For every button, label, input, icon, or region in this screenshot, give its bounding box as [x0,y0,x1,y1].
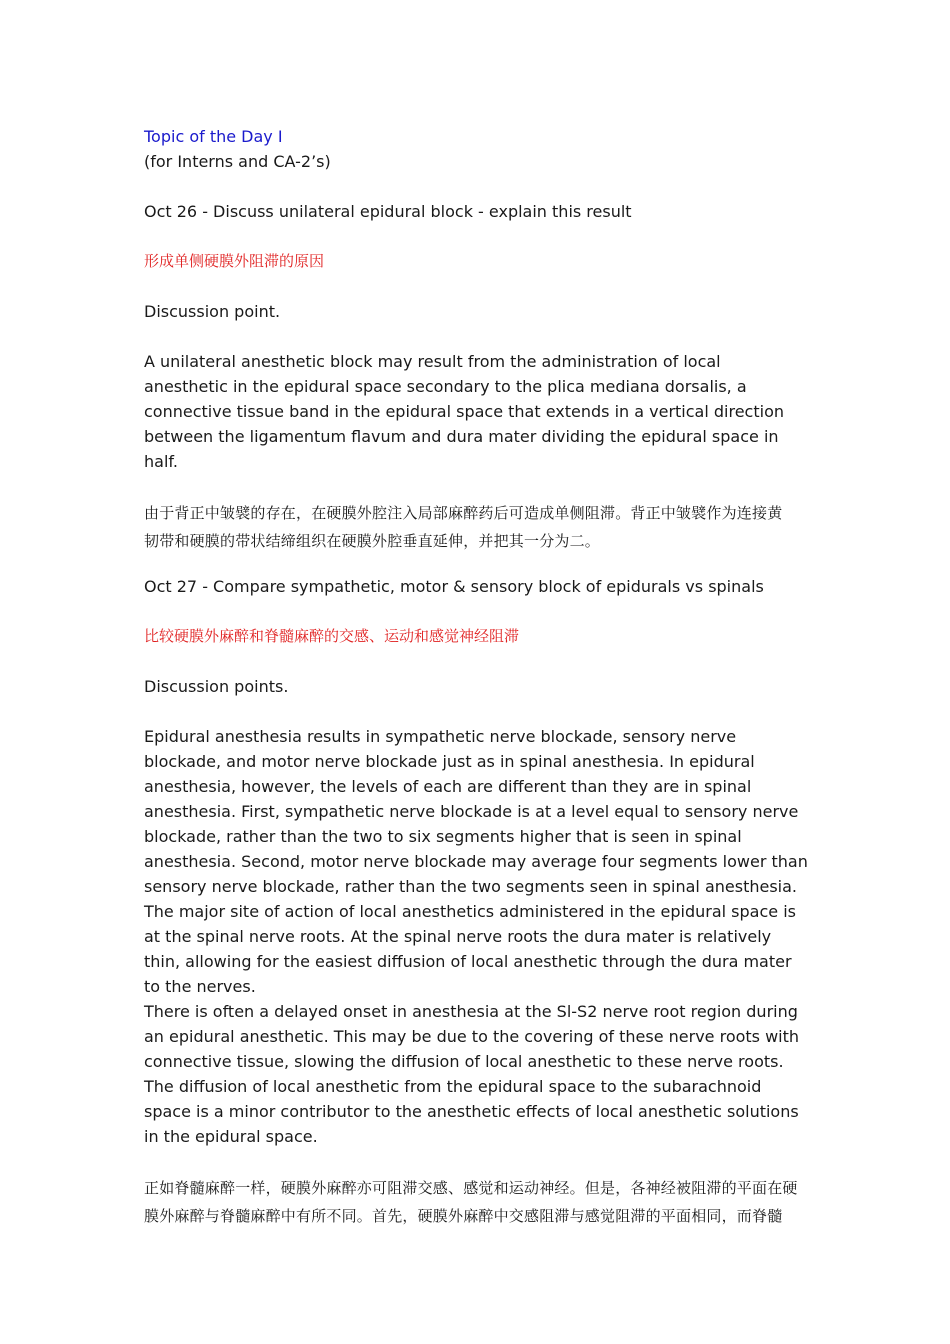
body-line: sensory nerve blockade, rather than the two segments seen in spinal anesthesia. [144,877,798,896]
spacer [144,1149,814,1174]
body-line: Epidural anesthesia results in sympathetic nerve blockade, sensory nerve [144,727,737,746]
body-line-cn: 由于背正中皱襞的存在，在硬膜外腔注入局部麻醉药后可造成单侧阻滞。背正中皱襞作为连接黄 [144,504,783,522]
body-line: There is often a delayed onset in anesthesia at the Sl-S2 nerve root region during [144,1002,798,1021]
body-line: blockade, and motor nerve blockade just as in spinal anesthesia. In epidural [144,752,755,771]
body-line: The major site of action of local anesthetics administered in the epidural space is [144,902,796,921]
discussion-label: Discussion points. [144,677,289,696]
body-line-cn: 韧带和硬膜的带状结缔组织在硬膜外腔垂直延伸，并把其一分为二。 [144,532,601,550]
spacer [144,174,814,199]
document-subtitle: (for Interns and CA-2’s) [144,152,331,171]
body-line: anesthesia, however, the levels of each are different than they are in spinal [144,777,752,796]
body-line: space is a minor contributor to the anesthetic effects of local anesthetic solutions [144,1102,799,1121]
body-paragraph [144,724,814,1149]
body-line: an epidural anesthetic. This may be due to the covering of these nerve roots with [144,1027,800,1046]
spacer [144,474,814,499]
body-line: in the epidural space. [144,1127,318,1146]
spacer [144,274,814,299]
body-line: blockade, rather than the two to six segments higher that is seen in spinal [144,827,742,846]
body-line: connective tissue, slowing the diffusion of local anesthetic to these nerve roots. [144,1052,784,1071]
body-line: thin, allowing for the easiest diffusion of local anesthetic through the dura mater [144,952,792,971]
body-line: anesthesia. First, sympathetic nerve blockade is at a level equal to sensory nerve [144,802,799,821]
document-title: Topic of the Day I [144,127,283,146]
spacer [144,699,814,724]
section-heading-cn: 比较硬膜外麻醉和脊髓麻醉的交感、运动和感觉神经阻滞 [144,627,520,645]
body-line-cn: 正如脊髓麻醉一样，硬膜外麻醉亦可阻滞交感、感觉和运动神经。但是，各神经被阻滞的平面在硬 [144,1179,798,1197]
body-line: between the ligamentum flavum and dura mater dividing the epidural space in [144,427,779,446]
spacer [144,649,814,674]
body-paragraph-cn [144,1174,814,1230]
body-line: anesthesia. Second, motor nerve blockade may average four segments lower than [144,852,808,871]
body-line: half. [144,452,178,471]
body-line: A unilateral anesthetic block may result from the administration of local [144,352,721,371]
body-line: connective tissue band in the epidural space that extends in a vertical direction [144,402,784,421]
body-line: anesthetic in the epidural space secondary to the plica mediana dorsalis, a [144,377,747,396]
spacer [144,224,814,249]
section-heading: Oct 27 - Compare sympathetic, motor & sensory block of epidurals vs spinals [144,577,764,596]
spacer [144,555,814,574]
body-paragraph-cn [144,499,814,555]
spacer [144,599,814,624]
body-line: at the spinal nerve roots. At the spinal nerve roots the dura mater is relatively [144,927,772,946]
spacer [144,324,814,349]
body-line: to the nerves. [144,977,256,996]
body-line-cn: 膜外麻醉与脊髓麻醉中有所不同。首先，硬膜外麻醉中交感阻滞与感觉阻滞的平面相同，而脊髓 [144,1207,783,1225]
section-heading: Oct 26 - Discuss unilateral epidural block - explain this result [144,202,632,221]
discussion-label: Discussion point. [144,302,281,321]
body-line: The diffusion of local anesthetic from the epidural space to the subarachnoid [144,1077,762,1096]
section-heading-cn: 形成单侧硬膜外阻滞的原因 [144,252,325,270]
document-page [144,124,814,1230]
body-paragraph [144,349,814,474]
